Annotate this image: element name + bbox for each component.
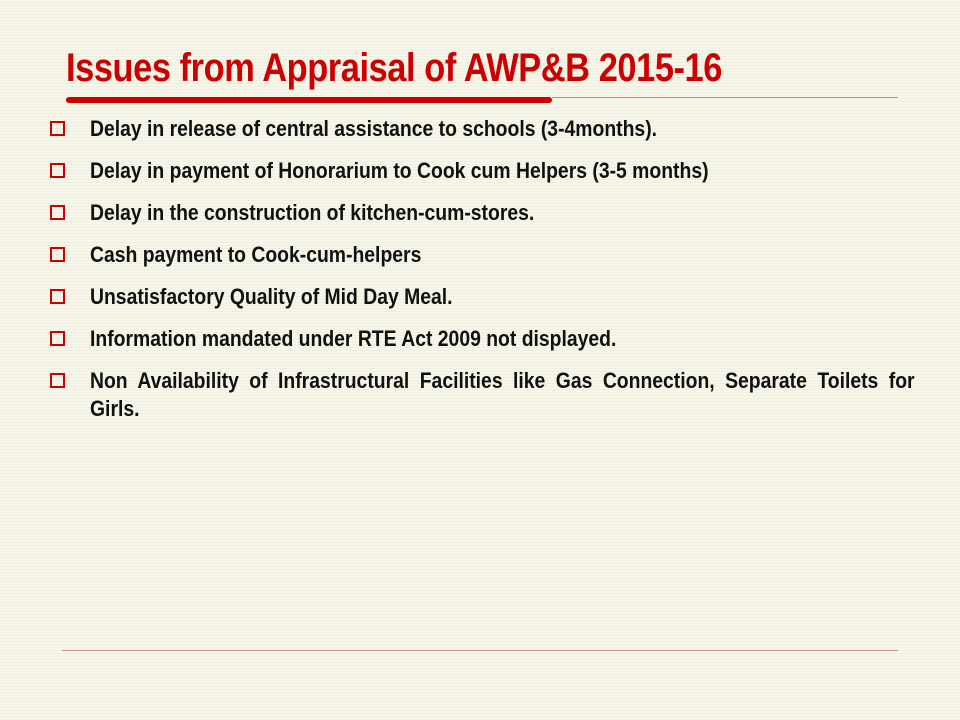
hollow-square-bullet-icon <box>50 247 65 262</box>
top-divider-line <box>552 97 898 98</box>
bullet-item <box>50 241 918 269</box>
bullet-text: Delay in the construction of kitchen-cum-stores. <box>90 200 535 225</box>
hollow-square-bullet-icon <box>50 373 65 388</box>
hollow-square-bullet-icon <box>50 289 65 304</box>
bullet-text: Information mandated under RTE Act 2009 not displayed. <box>90 326 617 351</box>
bullet-item <box>50 115 918 143</box>
hollow-square-bullet-icon <box>50 331 65 346</box>
hollow-square-bullet-icon <box>50 121 65 136</box>
bullet-item <box>50 325 918 353</box>
hollow-square-bullet-icon <box>50 205 65 220</box>
bullet-item <box>50 199 918 227</box>
bullet-item <box>50 283 918 311</box>
bullet-item <box>50 157 918 185</box>
bullet-text: Unsatisfactory Quality of Mid Day Meal. <box>90 284 453 309</box>
bullet-text: Non Availability of Infrastructural Facilities like Gas Connection, Separate Toilets for Girls. <box>90 368 915 421</box>
bullet-item <box>50 367 918 423</box>
hollow-square-bullet-icon <box>50 163 65 178</box>
bottom-divider-line <box>62 650 898 651</box>
bullet-text: Delay in payment of Honorarium to Cook cum Helpers (3-5 months) <box>90 158 709 183</box>
slide-title: Issues from Appraisal of AWP&B 2015-16 <box>66 46 722 90</box>
bullet-text: Cash payment to Cook-cum-helpers <box>90 242 422 267</box>
title-underline-bar <box>66 97 552 103</box>
bullet-list <box>50 115 918 437</box>
bullet-text: Delay in release of central assistance to schools (3-4months). <box>90 116 658 141</box>
